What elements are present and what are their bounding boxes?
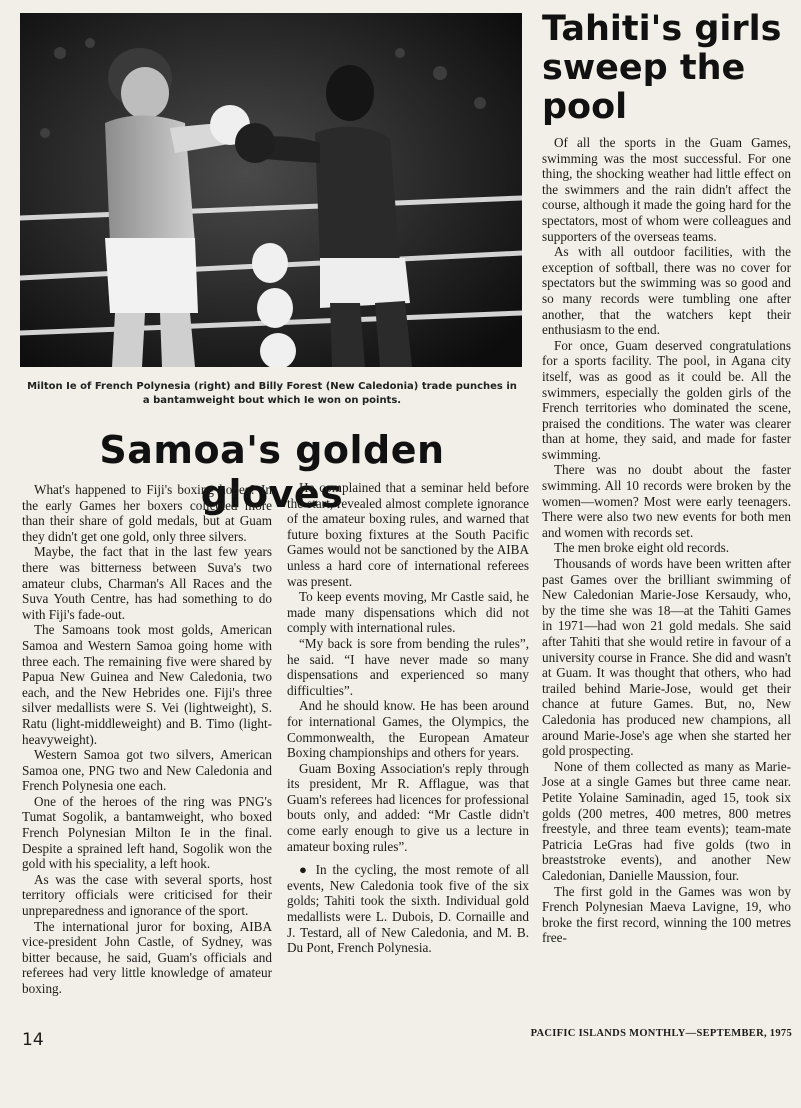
boxing-paragraph: “My back is sore from bending the rules”, he said. “I have never made so many dispensations and experienced so many difficulties”. <box>287 635 529 698</box>
boxing-paragraph: Western Samoa got two silvers, American Samoa one, PNG two and New Caledonia and French Polynesia one each. <box>22 747 272 794</box>
boxing-column-2 <box>287 480 529 956</box>
swimming-headline: Tahiti's girls sweep the pool <box>542 9 782 127</box>
boxing-paragraph: And he should know. He has been around for international Games, the Olympics, the Commonwealth, the European Amateur Boxing championships and others for years. <box>287 698 529 761</box>
boxing-photo <box>20 13 522 367</box>
boxing-paragraph: What's happened to Fiji's boxing hopes? In the early Games her boxers collected more than their share of gold medals, but at Guam they didn't get one gold, only three silvers. <box>22 482 272 544</box>
boxing-paragraph: One of the heroes of the ring was PNG's Tumat Sogolik, a bantamweight, who boxed French Polynesian Milton Ie in the final. Despite a sprained left hand, Sogolik won the gold with his speciality, a left hook. <box>22 793 272 872</box>
boxing-column-1 <box>22 482 272 997</box>
swimming-paragraph: For once, Guam deserved congratulations for a sports facility. The pool, in Agana city itself, was as good as it could be. All the swimmers, especially the golden girls of the French territories who dominated the scene, praised the conditions. The water was clearer than at home, they said, and made for faster swimming. <box>542 337 791 462</box>
swimming-paragraph: Thousands of words have been written after past Games over the brilliant swimming of New Caledonian Marie-Jose Kersaudy, who, by the time she was 18—at the Tahiti Games in 1971—had won 21 gold medals. She said after Tahiti that she would retire in favour of a university course in France. She did and wasn't at Guam. It was thought that others, who had trailed behind Marie-Jose, would get their chance at future Games. But, no, New Caledonia has produced new champions, all around Marie-Jose's age when she started her gold prospecting. <box>542 556 791 759</box>
boxing-paragraph: To keep events moving, Mr Castle said, he made many dispensations which did not comply with international rules. <box>287 589 529 636</box>
boxing-paragraph: Guam Boxing Association's reply through its president, Mr R. Afflague, was that Guam's referees had licences for professional bouts only, and added: “Mr Castle didn't come early enough to give us a lecture in amateur boxing rules”. <box>287 760 529 854</box>
cycling-paragraph: ● In the cycling, the most remote of all events, New Caledonia took five of the six golds; Tahiti took the sixth. Individual gold medallists were L. Dubois, D. Cornaille and J. Testard, all of New Caledonia, and M. B. Du Pont, French Polynesia. <box>287 862 529 956</box>
boxing-paragraph: As was the case with several sports, host territory officials were criticised for their unpreparedness and ignorance of the sport. <box>22 871 272 919</box>
swimming-paragraph: There was no doubt about the faster swimming. All 10 records were broken by the women—women? Most were early teenagers. There were also two new events for both men and women with records set. <box>542 462 791 540</box>
swimming-paragraph: None of them collected as many as Marie-Jose at a single Games but three came near. Petite Yolaine Saminadin, aged 15, took six golds (200 metres, 400 metres, 800 metres freestyle, and three team events); team-mate Patricia LeGras had five golds (two in breaststroke events), and another New Caledonian, Danielle Maussion, four. <box>542 758 791 883</box>
swimming-paragraph: The men broke eight old records. <box>554 540 730 556</box>
swimming-paragraph: Of all the sports in the Guam Games, swimming was the most successful. For one thing, the shocking weather had little effect on the swimmers and the rain didn't affect the course, although it made the going hard for the spectators, most of whom were colleagues and supporters of the overseas teams. <box>542 135 791 244</box>
photo-caption: Milton Ie of French Polynesia (right) and Billy Forest (New Caledonia) trade punches in a bantamweight bout which Ie won on points. <box>27 381 517 406</box>
publication-footer: PACIFIC ISLANDS MONTHLY—SEPTEMBER, 1975 <box>530 1028 792 1039</box>
swimming-paragraph: As with all outdoor facilities, with the exception of softball, there was no cover for spectators but the swimming was so good and so many records were tumbling one after another, that the watchers kept their enthusiasm to the end. <box>542 244 791 338</box>
page-number: 14 <box>22 1030 44 1050</box>
boxing-paragraph: The international juror for boxing, AIBA vice-president John Castle, of Sydney, was bitter because, he said, Guam's officials and referees had very little knowledge of amateur boxing. <box>22 918 272 996</box>
boxing-paragraph: Maybe, the fact that in the last few years there was bitterness between Suva's two amateur clubs, Charman's All Races and the Suva Youth Centre, has had something to do with Fiji's fade-out. <box>22 544 272 622</box>
boxing-paragraph: The Samoans took most golds, American Samoa and Western Samoa going home with three each. The remaining five were shared by Papua New Guinea and New Caledonia, two each, and the New Hebrides one. Fiji's three silver medallists were S. Vei (lightweight), S. Ratu (light-middleweight) and B. Timo (light-heavyweight). <box>22 622 272 747</box>
swimming-column <box>542 135 791 946</box>
boxing-paragraph: He complained that a seminar held before the start, revealed almost complete ignorance of the amateur boxing rules, and warned that future boxing fixtures at the South Pacific Games would not be sanctioned by the AIBA unless a hard core of international referees was present. <box>287 480 529 589</box>
boxing-headline: Samoa's golden gloves <box>99 428 445 516</box>
swimming-paragraph: The first gold in the Games was won by French Polynesian Maeva Lavigne, 19, who broke the first record, winning the 100 metres free- <box>542 883 791 946</box>
